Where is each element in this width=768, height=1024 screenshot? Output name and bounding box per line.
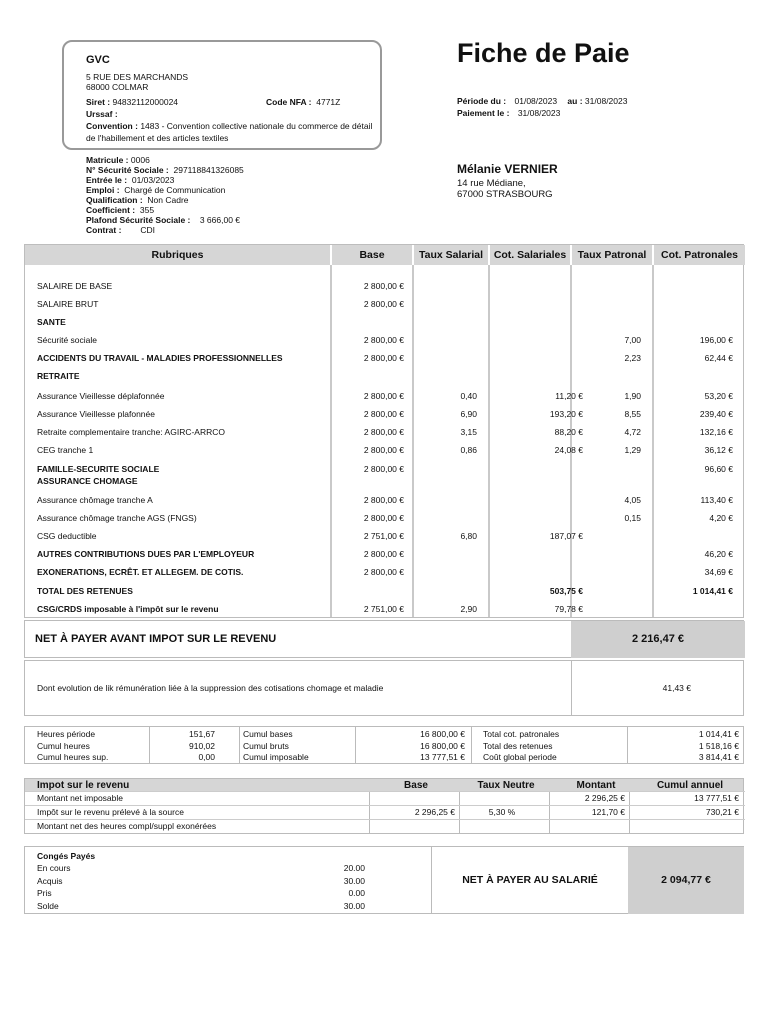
impot-header-montant: Montant <box>576 780 616 791</box>
cell-cs: 503,75 € <box>549 586 583 596</box>
impot-cell: 5,30 % <box>488 807 516 817</box>
table-row <box>25 313 745 331</box>
cumul-label: Cumul heures <box>37 740 90 751</box>
table-row <box>25 295 745 313</box>
table-row <box>25 405 745 423</box>
payment-date: 31/08/2023 <box>517 108 561 118</box>
net-before-amount: 2 216,47 € <box>632 633 684 645</box>
evolution-label: Dont evolution de lik rémunération liée à la suppression des cotisations chomage et maladie <box>37 683 384 693</box>
entree-value: 01/03/2023 <box>131 175 175 185</box>
impot-cell: 121,70 € <box>591 807 625 817</box>
impot-row <box>25 819 745 832</box>
impot-cell: Montant net des heures compl/suppl exonérées <box>37 821 217 831</box>
siret-value: 94832112000024 <box>112 97 179 107</box>
coef-label: Coefficient : <box>86 205 136 215</box>
cell-cs: 11,20 € <box>555 391 583 401</box>
cell-cs: 193,20 € <box>549 409 583 419</box>
cell-tp: 7,00 <box>624 335 641 345</box>
period-to-label: au : <box>567 96 583 106</box>
cumul-label: Total cot. patronales <box>483 729 560 739</box>
employee-address <box>457 178 553 200</box>
cell-base: 2 800,00 € <box>363 353 404 363</box>
period-from: 01/08/2023 <box>514 96 558 106</box>
header-taux-patronal: Taux Patronal <box>572 245 652 265</box>
cumul-table <box>24 726 744 764</box>
employee-name: Mélanie VERNIER <box>457 162 558 176</box>
cumul-value: 3 814,41 € <box>698 752 739 762</box>
cumul-value: 16 800,00 € <box>420 729 465 739</box>
cell-label: SALAIRE BRUT <box>37 299 99 309</box>
coef-value: 355 <box>139 205 155 215</box>
employer-address2: 68000 COLMAR <box>86 82 149 92</box>
table-row <box>25 423 745 441</box>
cell-label: Retraite complementaire tranche: AGIRC-ARRCO <box>37 427 226 437</box>
cumul-value: 1 014,41 € <box>698 729 739 739</box>
table-row <box>25 582 745 600</box>
cell-label: CEG tranche 1 <box>37 445 94 455</box>
cell-label: Assurance chômage tranche A <box>37 495 153 505</box>
cell-label: AUTRES CONTRIBUTIONS DUES PAR L'EMPLOYEUR <box>37 549 255 559</box>
cell-base: 2 800,00 € <box>363 549 404 559</box>
cumul-label: Cumul heures sup. <box>37 752 109 762</box>
impot-table <box>24 778 744 834</box>
cell-cp: 46,20 € <box>704 549 733 559</box>
cumul-value: 151,67 <box>189 729 215 739</box>
cell-ts: 3,15 <box>460 427 477 437</box>
qualif-label: Qualification : <box>86 195 143 205</box>
cell-cp: 62,44 € <box>704 353 733 363</box>
table-row <box>25 600 745 618</box>
cell-ts: 6,90 <box>460 409 477 419</box>
impot-row <box>25 805 745 818</box>
conges-value: 0.00 <box>348 888 365 898</box>
impot-cell: 730,21 € <box>705 807 739 817</box>
cell-tp: 1,29 <box>624 445 641 455</box>
cell-label: Assurance Vieillesse déplafonnée <box>37 391 165 401</box>
cell-cp: 113,40 € <box>700 495 733 505</box>
cell-label: TOTAL DES RETENUES <box>37 586 133 596</box>
cell-base: 2 800,00 € <box>363 464 404 474</box>
employee-address2: 67000 STRASBOURG <box>457 189 553 200</box>
conges-label: Acquis <box>37 875 63 886</box>
cell-cp: 36,12 € <box>704 445 733 455</box>
cell-label: RETRAITE <box>37 371 80 381</box>
convention-line2: de l'habillement et des articles textiles <box>86 133 229 143</box>
cell-ts: 0,86 <box>460 445 477 455</box>
cell-ts: 0,40 <box>460 391 477 401</box>
conges-section <box>24 846 744 914</box>
employer-name: GVC <box>86 54 110 66</box>
conges-label: En cours <box>37 863 71 873</box>
impot-header-base: Base <box>404 780 428 791</box>
cell-base: 2 800,00 € <box>363 391 404 401</box>
payment-line <box>457 108 560 119</box>
emploi-value: Chargé de Communication <box>124 185 226 195</box>
cell-tp: 8,55 <box>624 409 641 419</box>
employee-address1: 14 rue Médiane, <box>457 178 526 189</box>
cell-base: 2 800,00 € <box>363 281 404 291</box>
header-cot-patronales: Cot. Patronales <box>654 245 745 265</box>
net-salarie-amount: 2 094,77 € <box>661 874 711 886</box>
conges-label: Solde <box>37 900 59 911</box>
employer-box <box>62 40 382 150</box>
cell-cs: 24,08 € <box>554 445 583 455</box>
payment-label: Paiement le : <box>457 108 510 118</box>
naf-label: Code NFA : <box>266 97 312 107</box>
impot-header-taux: Taux Neutre <box>477 780 535 791</box>
conges-value: 20.00 <box>343 863 365 873</box>
cumul-value: 1 518,16 € <box>698 740 739 751</box>
naf-value: 4771Z <box>316 97 341 107</box>
entree-label: Entrée le : <box>86 175 128 185</box>
cell-cp: 239,40 € <box>699 409 733 419</box>
cumul-value: 910,02 <box>189 740 215 751</box>
cell-cp: 53,20 € <box>704 391 733 401</box>
table-row <box>25 349 745 367</box>
cell-cp: 96,60 € <box>704 464 733 474</box>
table-row <box>25 367 745 385</box>
cumul-label: Cumul imposable <box>243 752 309 762</box>
header-taux-salarial: Taux Salarial <box>414 245 488 265</box>
header-base: Base <box>332 245 412 265</box>
convention-label: Convention : <box>86 121 138 131</box>
cell-label: ACCIDENTS DU TRAVAIL - MALADIES PROFESSIONNELLES <box>37 353 283 363</box>
plafond-value: 3 666,00 € <box>199 215 241 225</box>
impot-cell: Impôt sur le revenu prélevé à la source <box>37 807 184 817</box>
matricule-value: 0006 <box>130 155 150 165</box>
cell-label: SALAIRE DE BASE <box>37 281 113 291</box>
net-before-amount-box <box>571 621 745 658</box>
table-row <box>25 491 745 509</box>
table-row <box>25 387 745 405</box>
impot-row <box>25 791 745 804</box>
cell-base: 2 800,00 € <box>363 513 404 523</box>
contrat-label: Contrat : <box>86 225 122 235</box>
period-to: 31/08/2023 <box>584 96 628 106</box>
plafond-label: Plafond Sécurité Sociale : <box>86 215 191 225</box>
evolution-row <box>24 660 744 716</box>
siret-label: Siret : <box>86 97 111 107</box>
table-row <box>25 277 745 295</box>
cell-base: 2 800,00 € <box>363 299 404 309</box>
impot-cell: 2 296,25 € <box>414 807 455 817</box>
cell-tp: 4,72 <box>624 427 641 437</box>
period-line <box>457 96 627 107</box>
cell-base: 2 800,00 € <box>363 567 404 577</box>
table-row <box>25 545 745 563</box>
cell-label: FAMILLE-SECURITE SOCIALE <box>37 464 160 474</box>
cell-cs: 79,78 € <box>554 604 583 614</box>
secu-value: 297118841326085 <box>173 165 244 175</box>
cumul-label: Coût global periode <box>483 752 557 762</box>
cell-label: CSG/CRDS imposable à l'impôt sur le revenu <box>37 604 219 614</box>
cell-cp: 196,00 € <box>699 335 733 345</box>
page-title: Fiche de Paie <box>457 38 630 68</box>
period-from-label: Période du : <box>457 96 507 106</box>
table-row <box>25 331 745 349</box>
divider <box>239 727 240 763</box>
cell-label: Assurance Vieillesse plafonnée <box>37 409 155 419</box>
table-row <box>25 527 745 545</box>
table-row <box>25 441 745 459</box>
header-rubriques: Rubriques <box>25 245 330 265</box>
qualif-value: Non Cadre <box>147 195 189 205</box>
cumul-label: Cumul bruts <box>243 740 289 751</box>
conges-title: Congés Payés <box>37 851 96 861</box>
payslip-table <box>24 244 744 618</box>
cell-cp: 4,20 € <box>709 513 733 523</box>
cumul-label: Total des retenues <box>483 740 553 751</box>
cell-base: 2 751,00 € <box>363 531 404 541</box>
table-row <box>25 509 745 527</box>
net-salarie-box <box>628 847 744 914</box>
cell-cp: 1 014,41 € <box>692 586 733 596</box>
employee-info <box>86 155 244 235</box>
cell-base: 2 800,00 € <box>363 495 404 505</box>
cumul-label: Heures période <box>37 729 96 739</box>
impot-header-cumul: Cumul annuel <box>656 780 724 791</box>
table-row <box>25 460 745 486</box>
cell-tp: 1,90 <box>624 391 641 401</box>
cell-tp: 0,15 <box>624 513 641 523</box>
convention-line1: 1483 - Convention collective nationale du commerce de détail <box>140 121 373 131</box>
conges-value: 30.00 <box>343 900 365 911</box>
cell-base: 2 800,00 € <box>363 335 404 345</box>
employer-address1: 5 RUE DES MARCHANDS <box>86 72 189 82</box>
cell-label: EXONERATIONS, ECRÊT. ET ALLEGEM. DE COTIS. <box>37 567 244 577</box>
cumul-value: 0,00 <box>198 752 215 762</box>
emploi-label: Emploi : <box>86 185 120 195</box>
cell-cs: 88,20 € <box>554 427 583 437</box>
conges-label: Pris <box>37 888 52 898</box>
cell-tp: 4,05 <box>624 495 641 505</box>
cell-cs: 187,07 € <box>549 531 583 541</box>
cumul-label: Cumul bases <box>243 729 293 739</box>
cumul-value: 16 800,00 € <box>420 740 465 751</box>
cell-base: 2 800,00 € <box>363 409 404 419</box>
cell-cp: 132,16 € <box>699 427 733 437</box>
cell-label: CSG deductible <box>37 531 97 541</box>
header-cot-salariales: Cot. Salariales <box>490 245 570 265</box>
cell-label: Sécurité sociale <box>37 335 98 345</box>
matricule-label: Matricule : <box>86 155 129 165</box>
impot-cell: Montant net imposable <box>37 793 123 803</box>
net-before-label: NET À PAYER AVANT IMPOT SUR LE REVENU <box>35 633 277 645</box>
net-before-tax <box>24 620 744 658</box>
impot-cell: 13 777,51 € <box>694 793 739 803</box>
net-salarie-label: NET À PAYER AU SALARIÉ <box>462 874 598 886</box>
cumul-value: 13 777,51 € <box>420 752 465 762</box>
cell-label: SANTE <box>37 317 66 327</box>
impot-header-label: Impot sur le revenu <box>37 780 130 791</box>
cell-ts: 6,80 <box>460 531 477 541</box>
cell-cp: 34,69 € <box>704 567 733 577</box>
contrat-value: CDI <box>140 225 155 235</box>
cell-label2: ASSURANCE CHOMAGE <box>37 476 138 486</box>
cell-label: Assurance chômage tranche AGS (FNGS) <box>37 513 197 523</box>
conges-value: 30.00 <box>343 875 365 886</box>
cell-ts: 2,90 <box>460 604 477 614</box>
cell-base: 2 800,00 € <box>363 445 404 455</box>
cell-base: 2 800,00 € <box>363 427 404 437</box>
table-row <box>25 563 745 581</box>
divider <box>471 727 472 763</box>
cell-base: 2 751,00 € <box>363 604 404 614</box>
urssaf-label: Urssaf : <box>86 109 118 119</box>
secu-label: N° Sécurité Sociale : <box>86 165 169 175</box>
impot-cell: 2 296,25 € <box>584 793 625 803</box>
evolution-amount: 41,43 € <box>662 683 691 693</box>
cell-tp: 2,23 <box>624 353 641 363</box>
